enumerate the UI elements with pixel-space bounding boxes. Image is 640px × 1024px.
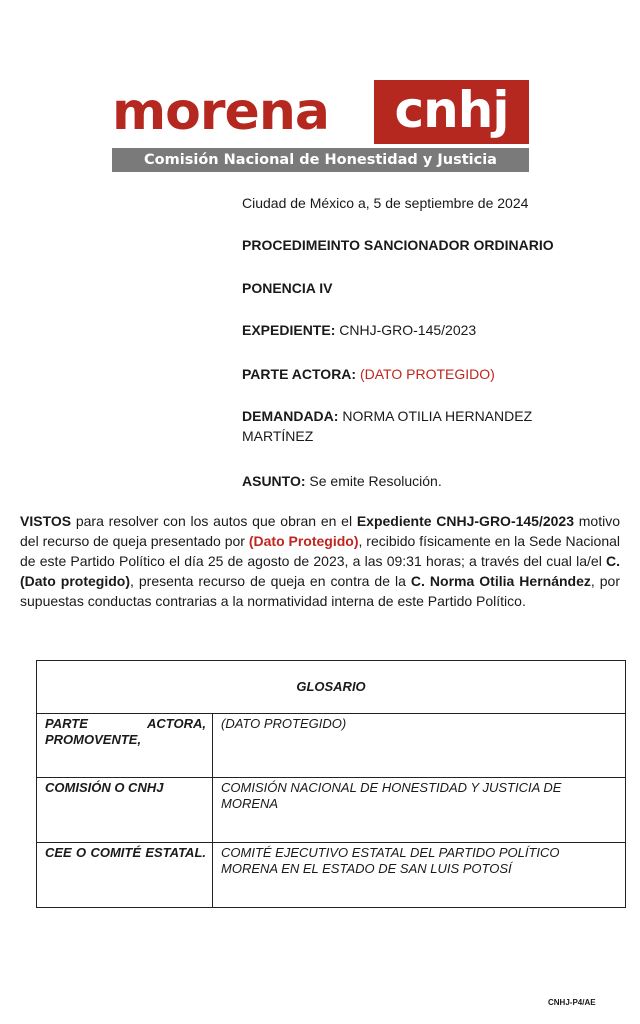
resolution-paragraph [20, 511, 620, 611]
expediente-label: EXPEDIENTE: [242, 322, 336, 338]
ponencia: PONENCIA IV [242, 280, 333, 296]
glosario-term: COMISIÓN O CNHJ [37, 778, 213, 842]
actora-value: (DATO PROTEGIDO) [356, 366, 495, 382]
glosario-table [36, 660, 626, 908]
demandada-label: DEMANDADA: [242, 408, 339, 424]
glosario-definition: (DATO PROTEGIDO) [221, 716, 347, 731]
glosario-title: GLOSARIO [37, 661, 625, 714]
asunto-value: Se emite Resolución. [305, 473, 442, 489]
body-demandada-name: C. Norma Otilia Hernández [410, 573, 591, 589]
footer-code: CNHJ-P4/AE [548, 998, 596, 1007]
glosario-row [37, 843, 625, 907]
body-text-3: , recibido físicamente en la Sede Nacional de este Partido Político el día 25 de agosto de 2023, a las 09:31 horas; a través del cual la/el [20, 533, 621, 569]
glosario-row [37, 714, 625, 778]
body-dato-protegido: (Dato Protegido) [248, 533, 359, 549]
logo-morena-word: morena [112, 82, 329, 142]
demandada-value: NORMA OTILIA HERNANDEZ MARTÍNEZ [242, 408, 533, 444]
glosario-term: PARTE ACTORA, PROMOVENTE, [37, 714, 213, 777]
procedure-title: PROCEDIMEINTO SANCIONADOR ORDINARIO [242, 237, 554, 253]
glosario-definition: COMISIÓN NACIONAL DE HONESTIDAD Y JUSTICIA DE MORENA [221, 780, 562, 811]
glosario-definition: COMITÉ EJECUTIVO ESTATAL DEL PARTIDO POLÍTICO MORENA EN EL ESTADO DE SAN LUIS POTOSÍ [221, 845, 560, 876]
expediente-value: CNHJ-GRO-145/2023 [335, 322, 477, 338]
body-expediente: Expediente CNHJ-GRO-145/2023 [356, 513, 574, 529]
logo-subtitle-bar [112, 148, 529, 172]
actora-line [242, 364, 622, 384]
glosario-row [37, 778, 625, 843]
logo-top-band [112, 80, 529, 144]
asunto-label: ASUNTO: [242, 473, 306, 489]
place-date: Ciudad de México a, 5 de septiembre de 2024 [242, 195, 529, 211]
logo-subtitle: Comisión Nacional de Honestidad y Justicia [144, 152, 497, 168]
body-text-1: para resolver con los autos que obran en el [71, 513, 357, 529]
demandada-line [242, 406, 592, 446]
cnhj-logo [112, 80, 529, 172]
body-text-4: , presenta recurso de queja en contra de la [130, 573, 411, 589]
body-dato-protegido-2: C. (Dato protegido) [20, 553, 620, 589]
logo-cnhj-box [374, 80, 529, 144]
actora-label: PARTE ACTORA: [242, 366, 357, 382]
body-vistos: VISTOS [20, 513, 72, 529]
body-text-2: motivo del recurso de queja presentado por [20, 513, 620, 549]
expediente-line [242, 320, 622, 340]
logo-cnhj-word: cnhj [394, 81, 509, 139]
body-text-5: , por supuestas conductas contrarias a la normatividad interna de este Partido Político. [20, 573, 621, 609]
asunto-line [242, 471, 622, 491]
glosario-term: CEE O COMITÉ ESTATAL. [37, 843, 213, 907]
